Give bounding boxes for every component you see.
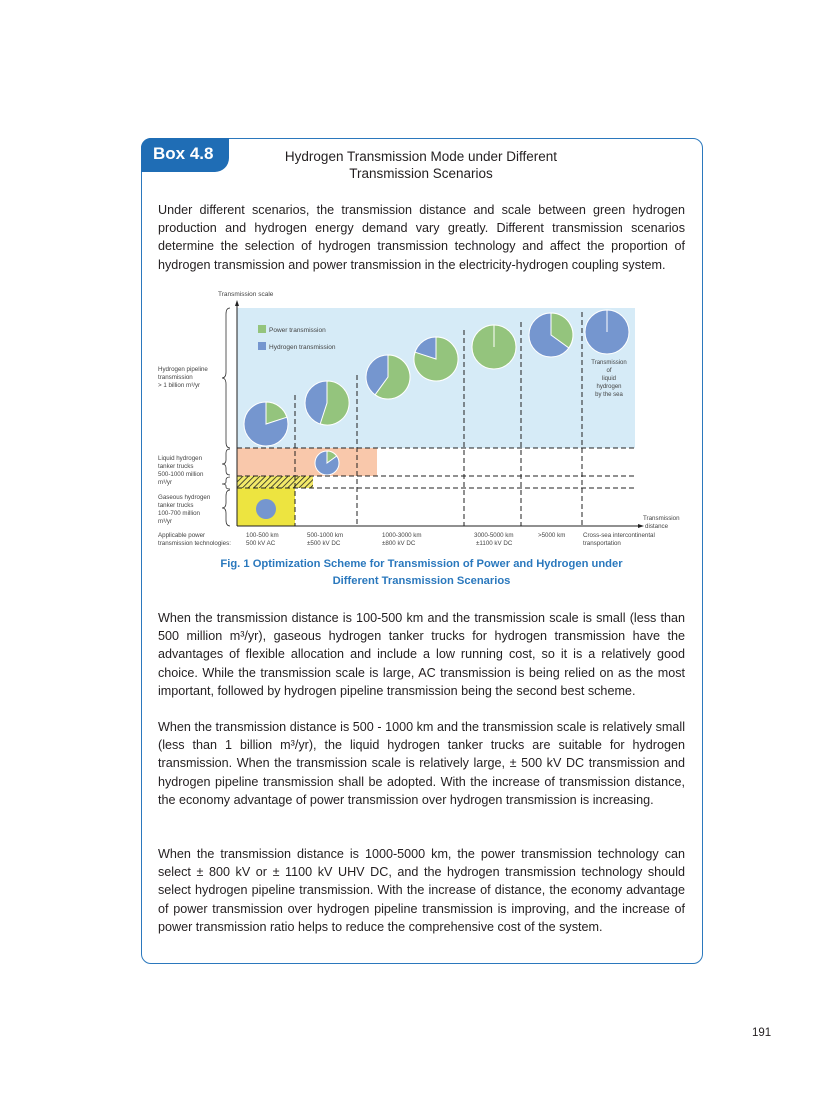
- y-axis-label: Transmission scale: [218, 291, 274, 298]
- svg-text:Cross-sea intercontinental: Cross-sea intercontinental: [583, 532, 655, 539]
- caption-line-1: Fig. 1 Optimization Scheme for Transmission of Power and Hydrogen under: [220, 558, 623, 570]
- tech-label-2: transmission technologies:: [158, 540, 231, 547]
- liquid-label-1: Liquid hydrogen: [158, 455, 203, 462]
- pie-500-1000km: [305, 381, 349, 425]
- svg-text:3000-5000 km: 3000-5000 km: [474, 532, 514, 539]
- liquid-label-2: tanker trucks: [158, 463, 194, 470]
- x-axis-label-1: Transmission: [643, 515, 680, 522]
- pie-3000-5000km: [472, 325, 516, 369]
- svg-text:1000-3000 km: 1000-3000 km: [382, 532, 422, 539]
- left-labels: [158, 366, 231, 547]
- pie-cross-sea: [585, 310, 629, 354]
- hatched-zone: [237, 476, 313, 488]
- svg-text:500-1000 km: 500-1000 km: [307, 532, 344, 539]
- x-axis-arrow-icon: [638, 524, 644, 528]
- figure-chart: [150, 285, 700, 550]
- x-axis-label-2: distance: [645, 523, 669, 530]
- intro-paragraph: Under different scenarios, the transmission distance and scale between green hydrogen production and hydrogen energy demand vary greatly. Different transmission scenarios determine the selection of hydrogen transmission technology and affect the proportion of hydrogen transmission and power transmission in the electricity-hydrogen coupling system.: [158, 203, 685, 272]
- caption-line-2: Different Transmission Scenarios: [332, 575, 511, 587]
- paragraph-3: When the transmission distance is 1000-5000 km, the power transmission technology can select ± 800 kV or ± 1100 kV UHV DC, and the hydrogen transmission technology should select hydrogen pipeline transmission. With the increase of distance, the economy advantage of power transmission over hydrogen pipeline transmission is improving, and the increase of power transmission ratio helps to reduce the comprehensive cost of the system.: [158, 847, 685, 934]
- pie-1000-3000km-a: [366, 355, 410, 399]
- liquid-label-3: 500-1000 million: [158, 471, 204, 478]
- pie-liquid-small: [315, 451, 339, 475]
- pipeline-label-3: > 1 billion m³/yr: [158, 382, 201, 389]
- tech-label-1: Applicable power: [158, 532, 206, 539]
- svg-text:±1100 kV DC: ±1100 kV DC: [476, 540, 513, 547]
- liquid-zone: [237, 448, 377, 476]
- svg-text:>5000 km: >5000 km: [538, 532, 566, 539]
- brace-icons: [222, 308, 230, 526]
- box-title: [240, 148, 602, 182]
- legend-power-label: Power transmission: [269, 327, 326, 334]
- pie-1000-3000km-b: [414, 337, 458, 381]
- legend-hydrogen-label: Hydrogen transmission: [269, 344, 336, 351]
- pie-over-5000km: [529, 313, 573, 357]
- y-axis-arrow-icon: [235, 300, 239, 306]
- box-label: Box 4.8: [141, 138, 229, 172]
- gaseous-label-3: 100-700 million: [158, 510, 200, 517]
- svg-text:of: of: [606, 368, 612, 374]
- gaseous-label-1: Gaseous hydrogen: [158, 494, 211, 501]
- liquid-label-4: m³/yr: [158, 479, 173, 486]
- gaseous-label-2: tanker trucks: [158, 502, 194, 509]
- svg-text:transportation: transportation: [583, 540, 621, 547]
- box-title-line-2: Transmission Scenarios: [349, 166, 493, 181]
- pie-gaseous-small: [256, 499, 276, 519]
- legend-hydrogen-swatch: [258, 342, 266, 350]
- box-title-line-1: Hydrogen Transmission Mode under Different: [284, 149, 558, 164]
- figure-caption: [158, 556, 685, 590]
- svg-text:100-500 km: 100-500 km: [246, 532, 279, 539]
- svg-text:±800 kV DC: ±800 kV DC: [382, 540, 416, 547]
- svg-text:Transmission: Transmission: [591, 360, 627, 366]
- svg-text:liquid: liquid: [601, 376, 617, 382]
- legend-power-swatch: [258, 325, 266, 333]
- pie-100-500km: [244, 402, 288, 446]
- page-number: 191: [752, 1027, 772, 1039]
- paragraph-1: When the transmission distance is 100-500 km and the transmission scale is small (less than 500 million m³/yr), gaseous hydrogen tanker trucks for hydrogen transmission have the advantages of flexible allocation and include a low running cost, so it is a relatively good choice. While the transmission scale is large, AC transmission is being relied on as the most important, followed by hydrogen pipeline transmission being the second best scheme.: [158, 611, 685, 698]
- pipeline-label-2: transmission: [158, 374, 193, 381]
- paragraph-2: When the transmission distance is 500 - 1000 km and the transmission scale is relatively small (less than 1 billion m³/yr), the liquid hydrogen tanker trucks are suitable for hydrogen transmission. When the transmission scale is relatively large, ± 500 kV DC transmission and hydrogen pipeline transmission shall be adopted. With the increase of transmission distance, the economy advantage of power transmission over hydrogen transmission is increasing.: [158, 720, 685, 807]
- svg-text:500 kV AC: 500 kV AC: [246, 540, 276, 547]
- pipeline-label-1: Hydrogen pipeline: [158, 366, 208, 373]
- x-categories: [246, 532, 655, 547]
- svg-text:±500 kV DC: ±500 kV DC: [307, 540, 341, 547]
- gaseous-label-4: m³/yr: [158, 518, 173, 525]
- svg-text:by the sea: by the sea: [595, 392, 623, 398]
- svg-text:hydrogen: hydrogen: [596, 384, 622, 390]
